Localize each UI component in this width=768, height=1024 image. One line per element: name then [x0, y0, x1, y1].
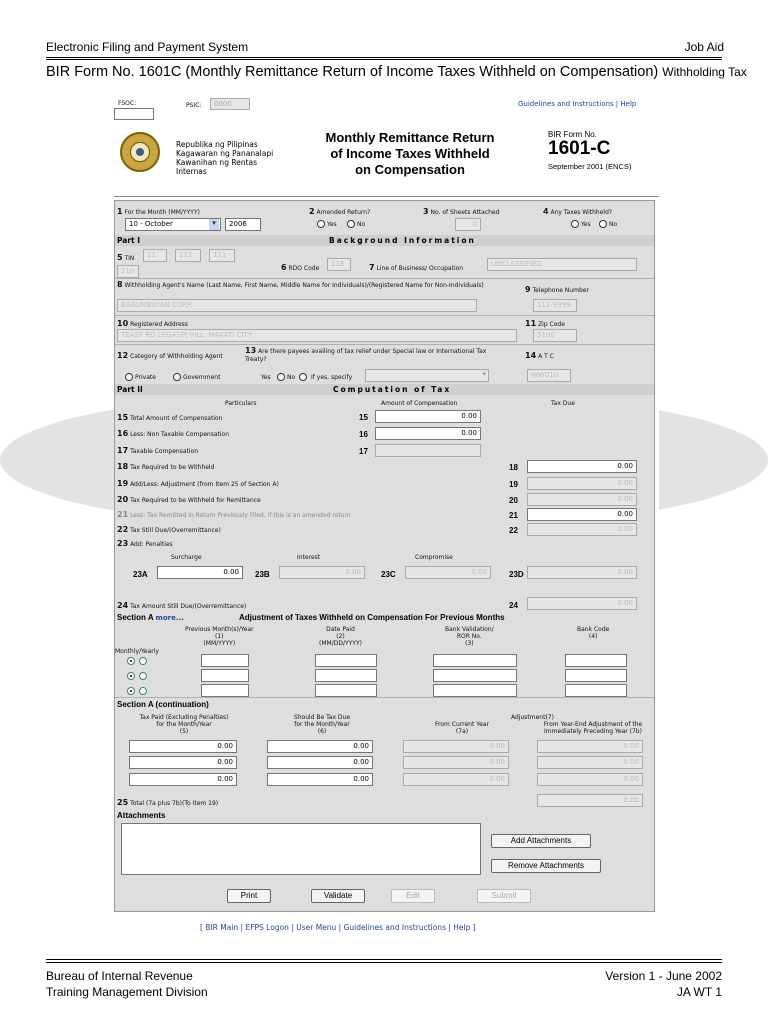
item5-label: 5 TIN [117, 253, 135, 262]
row1-should-be-tax-input[interactable]: 0.00 [267, 740, 373, 753]
item23-label: 23 Add: Penalties [117, 539, 173, 548]
withheld-no-label: No [609, 221, 618, 228]
part2-label: Part II [117, 385, 143, 394]
form-title [290, 130, 530, 178]
row3-month-year-input[interactable] [201, 684, 249, 697]
treaty-yes-radio[interactable] [277, 373, 285, 381]
item21-no: 21 [509, 511, 518, 520]
amended-no-radio[interactable] [347, 220, 355, 228]
row1-month-year-input[interactable] [201, 654, 249, 667]
footer-right-line-1: Version 1 - June 2002 [605, 969, 722, 983]
withheld-yes-radio[interactable] [571, 220, 579, 228]
item20-label: 20 Tax Required to be Withheld for Remittance [117, 495, 261, 504]
row1-bank-code-input[interactable] [565, 654, 627, 667]
sectionA-heading [117, 613, 184, 622]
adjustment-field: 0.00 [527, 477, 637, 490]
item16-no: 16 [359, 430, 368, 439]
row2-year-end-adj: 0.00 [537, 756, 643, 769]
part1-title: Background Information [329, 236, 476, 245]
total-compensation-input[interactable]: 0.00 [375, 410, 481, 423]
tin-part-1: 11 [143, 249, 167, 262]
item21-label: 21 Less: Tax Remitted in Return Previously Filed, if this is an amended return [117, 510, 351, 519]
item1-label: 1 For the Month (MM/YYYY) [117, 207, 200, 216]
telephone-field: 111-9999 [533, 299, 577, 312]
document-subtitle [46, 64, 747, 80]
psic-field: 0000 [210, 98, 250, 110]
compromise-label: Compromise [415, 554, 453, 561]
subtitle-tail: Withholding Tax [662, 65, 747, 79]
item9-label: 9 Telephone Number [525, 285, 589, 294]
item14-label: 14 A T C [525, 351, 554, 360]
edit-button[interactable]: Edit [391, 889, 435, 903]
footer-rule-2 [46, 962, 722, 963]
item6-label: 6 RDO Code [281, 263, 320, 272]
treaty-yes-label: Yes [261, 374, 271, 381]
item25-label: 25 Total (7a plus 7b)(To Item 19) [117, 798, 219, 807]
row3-year-end-adj: 0.00 [537, 773, 643, 786]
row2-yearly-radio[interactable] [139, 672, 147, 680]
agent-name-field: BAGUMBAYAN CORP. [117, 299, 477, 312]
item3-label: 3 No. of Sheets Attached [423, 207, 500, 216]
item18-no: 18 [509, 463, 518, 472]
sectionA-more-link[interactable]: more... [155, 614, 184, 622]
sheets-attached-field: 0 [455, 218, 481, 231]
part1-bar [115, 235, 654, 246]
row2-bank-validation-input[interactable] [433, 669, 517, 682]
treaty-specify-label: If yes, specify [311, 374, 353, 381]
fsoc-label: FSOC: [118, 100, 137, 107]
taxable-compensation-field [375, 444, 481, 457]
item23d-no: 23D [509, 570, 524, 579]
withheld-no-radio[interactable] [599, 220, 607, 228]
agency-line-4: Internas [176, 167, 207, 176]
surcharge-label: Surcharge [171, 554, 202, 561]
monthly-yearly-label: Monthly/Yearly [115, 648, 159, 655]
item16-label: 16 Less: Non Taxable Compensation [117, 429, 229, 438]
agency-line-2: Kagawaran ng Pananalapi [176, 149, 274, 158]
withheld-yes-label: Yes [581, 221, 591, 228]
tin-part-3: 111 [209, 249, 235, 262]
amended-no-label: No [357, 221, 366, 228]
total-penalties-field: 0.00 [527, 566, 637, 579]
row3-tax-paid-input[interactable]: 0.00 [129, 773, 237, 786]
surcharge-input[interactable]: 0.00 [157, 566, 243, 579]
form-title-line-2: of Income Taxes Withheld [330, 146, 490, 161]
item10-label: 10 Registered Address [117, 319, 188, 328]
sectionA-title: Adjustment of Taxes Withheld on Compensation For Previous Months [239, 613, 505, 622]
footer-left-line-1: Bureau of Internal Revenue [46, 969, 193, 983]
row2-monthly-radio[interactable] [127, 672, 135, 680]
amended-yes-label: Yes [327, 221, 337, 228]
remove-attachments-button[interactable]: Remove Attachments [491, 859, 601, 873]
row3-monthly-radio[interactable] [127, 687, 135, 695]
row1-current-year-adj: 0.00 [403, 740, 509, 753]
col-amount: Amount of Compensation [381, 400, 458, 407]
add-attachments-button[interactable]: Add Attachments [491, 834, 591, 848]
item4-label: 4 Any Taxes Withheld? [543, 207, 613, 216]
item20-no: 20 [509, 496, 518, 505]
subtitle-main: BIR Form No. 1601C (Monthly Remittance Return of Income Taxes Withheld on Compensation) [46, 64, 659, 80]
compromise-field: 0.00 [405, 566, 491, 579]
tax-required-input[interactable]: 0.00 [527, 460, 637, 473]
colA7b-header: From Year-End Adjustment of the Immediately Preceding Year (7b) [543, 721, 643, 735]
item19-no: 19 [509, 480, 518, 489]
item23b-no: 23B [255, 570, 270, 579]
colA4-header: Bank Code (4) [577, 626, 610, 640]
item24-label: 24 Tax Amount Still Due/(Overremittance) [117, 601, 247, 610]
item15-no: 15 [359, 413, 368, 422]
row1-yearly-radio[interactable] [139, 657, 147, 665]
footer-navigation-links[interactable]: [ BIR Main | EFPS Logon | User Menu | Guidelines and Instructions | Help ] [200, 923, 476, 932]
header-rule [46, 57, 722, 58]
document-header-label: Job Aid [684, 40, 724, 54]
form-date: September 2001 (ENCS) [548, 162, 632, 171]
zip-code-field: 5100 [533, 329, 577, 342]
footer-right [605, 968, 722, 1000]
item2-label: 2 Amended Return? [309, 207, 371, 216]
form-title-line-1: Monthly Remittance Return [325, 130, 495, 145]
amended-yes-radio[interactable] [317, 220, 325, 228]
row2-current-year-adj: 0.00 [403, 756, 509, 769]
item23a-no: 23A [133, 570, 148, 579]
row2-bank-code-input[interactable] [565, 669, 627, 682]
row3-should-be-tax-input[interactable]: 0.00 [267, 773, 373, 786]
treaty-no-label: No [287, 374, 296, 381]
item19-label: 19 Add/Less: Adjustment (from Item 25 of Section A) [117, 479, 279, 488]
attachments-title: Attachments [117, 811, 166, 820]
tax-amount-still-due-field: 0.00 [527, 597, 637, 610]
private-label: Private [135, 374, 156, 381]
footer-right-line-2: JA WT 1 [676, 985, 722, 999]
year-input[interactable]: 2006 [225, 218, 261, 231]
footer-left-line-2: Training Management Division [46, 985, 208, 999]
print-button[interactable]: Print [227, 889, 271, 903]
item17-no: 17 [359, 447, 368, 456]
footer-rule [46, 959, 722, 960]
row1-bank-validation-input[interactable] [433, 654, 517, 667]
submit-button[interactable]: Submit [477, 889, 531, 903]
item13-label: 13 Are there payees availing of tax relief under Special law or International Tax Treaty? [245, 346, 487, 363]
sectionA-label: Section A [117, 613, 154, 622]
col-particulars: Particulars [225, 400, 257, 407]
government-radio[interactable] [173, 373, 181, 381]
part2-bar [115, 384, 654, 395]
item8-label: 8 Withholding Agent's Name (Last Name, First Name, Middle Name for Individuals)/(Registered Name for Non-Individuals) [117, 280, 484, 289]
tax-for-remittance-field: 0.00 [527, 493, 637, 506]
row3-bank-code-input[interactable] [565, 684, 627, 697]
address-field: TEASY RD LEGASPI VILL. MAKATI CITY [117, 329, 517, 342]
row3-date-paid-input[interactable] [315, 684, 377, 697]
bir-seal-logo [120, 132, 160, 172]
form-no-label: BIR Form No. [548, 130, 597, 139]
row2-tax-paid-input[interactable]: 0.00 [129, 756, 237, 769]
tin-part-2: 111 [175, 249, 201, 262]
document-header-title: Electronic Filing and Payment System [46, 40, 249, 54]
sectionA-cont-title: Section A (continuation) [117, 700, 209, 709]
colA7-header: Adjustment(7) [511, 714, 554, 721]
colA3-header: Bank Validation/ ROR No. (3) [445, 626, 494, 647]
psic-label: PSIC: [186, 102, 202, 109]
row1-year-end-adj: 0.00 [537, 740, 643, 753]
rdo-code-field: 116 [327, 258, 351, 271]
colA6-header: Should Be Tax Due for the Month/Year (6) [293, 714, 351, 735]
item23c-no: 23C [381, 570, 396, 579]
colA1-header: Previous Month(s)/Year (1) (MM/YYYY) [185, 626, 254, 647]
month-select[interactable]: 10 - October ▾ [125, 218, 221, 231]
item22-no: 22 [509, 526, 518, 535]
item11-label: 11 Zip Code [525, 319, 565, 328]
row1-date-paid-input[interactable] [315, 654, 377, 667]
private-radio[interactable] [125, 373, 133, 381]
colA5-header: Tax Paid (Excluding Penalties) for the Month/Year (5) [139, 714, 229, 735]
line-of-business-field: UNCLASSIFIED [487, 258, 637, 271]
total-adjustment-field: 0.00 [537, 794, 643, 807]
interest-label: Interest [297, 554, 321, 561]
row2-should-be-tax-input[interactable]: 0.00 [267, 756, 373, 769]
row3-bank-validation-input[interactable] [433, 684, 517, 697]
agency-name [176, 140, 273, 176]
government-label: Government [183, 374, 221, 381]
item17-label: 17 Taxable Compensation [117, 446, 199, 455]
part2-title: Computation of Tax [333, 385, 452, 394]
row3-yearly-radio[interactable] [139, 687, 147, 695]
form-body [114, 200, 655, 912]
header-rule-2 [46, 59, 722, 60]
fsoc-field[interactable] [114, 108, 154, 120]
row2-date-paid-input[interactable] [315, 669, 377, 682]
tin-part-4: 110 [117, 265, 139, 278]
tax-remitted-previously-input[interactable]: 0.00 [527, 508, 637, 521]
attachments-list[interactable] [121, 823, 481, 875]
form-number: 1601-C [548, 138, 611, 159]
col-taxdue: Tax Due [551, 400, 575, 407]
guidelines-help-link[interactable]: Guidelines and Instructions | Help [518, 100, 637, 108]
form-title-line-3: on Compensation [355, 162, 465, 177]
footer-left [46, 968, 208, 1000]
treaty-specify-select: ▾ [365, 369, 489, 382]
atc-field: WW010 [527, 369, 571, 382]
item18-label: 18 Tax Required to be Withheld [117, 462, 215, 471]
row1-tax-paid-input[interactable]: 0.00 [129, 740, 237, 753]
row2-month-year-input[interactable] [201, 669, 249, 682]
colA2-header: Date Paid (2) (MM/DD/YYYY) [319, 626, 362, 647]
agency-line-1: Republika ng Pilipinas [176, 140, 258, 149]
row3-current-year-adj: 0.00 [403, 773, 509, 786]
treaty-no-radio[interactable] [299, 373, 307, 381]
item7-label: 7 Line of Business/ Occupation [369, 263, 464, 272]
interest-field: 0.00 [279, 566, 365, 579]
item12-label: 12 Category of Withholding Agent [117, 351, 223, 360]
validate-button[interactable]: Validate [311, 889, 365, 903]
row1-monthly-radio[interactable] [127, 657, 135, 665]
tax-still-due-field: 0.00 [527, 523, 637, 536]
part1-label: Part I [117, 236, 141, 245]
item22-label: 22 Tax Still Due/(Overremittance) [117, 525, 221, 534]
item15-label: 15 Total Amount of Compensation [117, 413, 223, 422]
colA7a-header: From Current Year (7a) [435, 721, 489, 735]
agency-line-3: Kawanihan ng Rentas [176, 158, 258, 167]
nontaxable-compensation-input[interactable]: 0.00 [375, 427, 481, 440]
item24-no: 24 [509, 601, 518, 610]
